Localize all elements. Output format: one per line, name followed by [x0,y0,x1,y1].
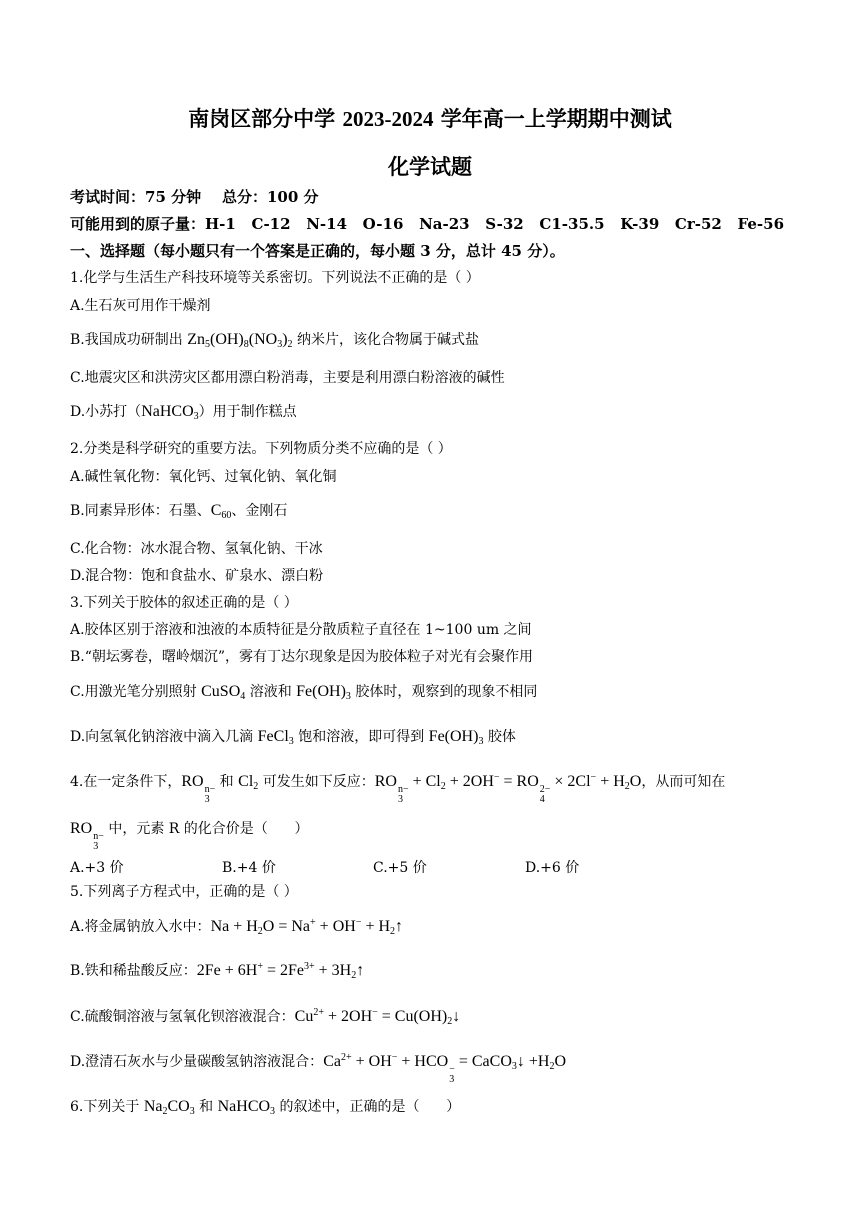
option-a: A.碱性氧化物：氧化钙、过氧化钠、氧化铜 [70,469,337,485]
option-a: A.生石灰可用作干燥剂 [70,298,211,314]
question-stem: 2.分类是科学研究的重要方法。下列物质分类不应确的是（ ） [70,441,452,457]
option-c: C.化合物：冰水混合物、氢氧化钠、干冰 [70,541,323,557]
option-b: B.同素异形体：石墨、$C_{60}$、金刚石 [70,502,288,521]
option-c: C.硫酸铜溶液与氢氧化钡溶液混合：$Cu^{2+} + 2OH^-$ = $Cu(OH)_2↓$ [70,1007,461,1027]
option-d: D.小苏打（NaHCO$_3$）用于制作糕点 [70,403,297,422]
option-c: C.用激光笔分别照射 CuSO$_4$ 溶液和 $Fe(OH)_3$ 胶体时，观察到的现象不相同 [70,683,538,702]
question-stem: 1.化学与生活生产科技环境等关系密切。下列说法不正确的是（ ） [70,270,480,286]
option-a: A.胶体区别于溶液和浊液的本质特征是分散质粒子直径在 1~100 um 之间 [70,622,532,638]
option-b: B.我国成功研制出 $Zn_5(OH)_8(NO_3)_2$ 纳米片，该化合物属于碱式盐 [70,331,479,350]
question-stem: 4.在一定条件下，RO n− 3 和 $Cl_2$ 可发生如下反应：RO n− 3 + $Cl_2 + 2OH^-$ = RO 2− 4 × $2Cl^- + H_2O$，从而可知在 [70,772,726,805]
option-b: B.“朝坛雾卷，曙岭烟沉”，雾有丁达尔现象是因为胶体粒子对光有会聚作用 [70,649,534,665]
question-stem: 5.下列离子方程式中，正确的是（ ） [70,884,298,900]
section-heading: 一、选择题（每小题只有一个答案是正确的，每小题 3 分，总计 45 分）。 [70,242,565,260]
exam-title: 南岗区部分中学 2023-2024 学年高一上学期期中测试 [188,106,672,131]
option-a: A.将金属钠放入水中：$Na + H_2O = Na^+ + OH^-$ + $H_2↑$ [70,917,404,937]
option-d: D.向氢氧化钠溶液中滴入几滴 FeCl$_3$ 饱和溶液，即可得到 $Fe(OH)_3$ 胶体 [70,728,516,747]
option-d: D.澄清石灰水与少量碳酸氢钠溶液混合：$Ca^{2+} + OH^-$ + HCO − 3 = CaCO$_3$↓ $+H_2O$ [70,1052,567,1085]
question-stem: 3.下列关于胶体的叙述正确的是（ ） [70,595,298,611]
option-a: A.+3 价 [70,860,124,876]
question-stem-continued: RO n− 3 中，元素 R 的化合价是（ ） [70,820,309,852]
option-b: B.铁和稀盐酸反应：$2Fe + 6H^+ = 2Fe^{3+}$ + $3H_2↑$ [70,961,365,981]
exam-time-info: 考试时间：75 分钟 总分：100 分 [70,188,319,206]
atomic-masses: 可能用到的原子量：H-1 C-12 N-14 O-16 Na-23 S-32 C1-35.5 K-39 Cr-52 Fe-56 [70,215,785,233]
option-c: C.地震灾区和洪涝灾区都用漂白粉消毒，主要是利用漂白粉溶液的碱性 [70,370,505,386]
option-c: C.+5 价 [373,860,427,876]
option-d: D.+6 价 [525,860,580,876]
exam-subtitle: 化学试题 [388,154,472,179]
option-d: D.混合物：饱和食盐水、矿泉水、漂白粉 [70,568,324,584]
question-stem: 6.下列关于 $Na_2CO_3$ 和 NaHCO$_3$ 的叙述中，正确的是（ ） [70,1098,461,1117]
option-b: B.+4 价 [222,860,276,876]
